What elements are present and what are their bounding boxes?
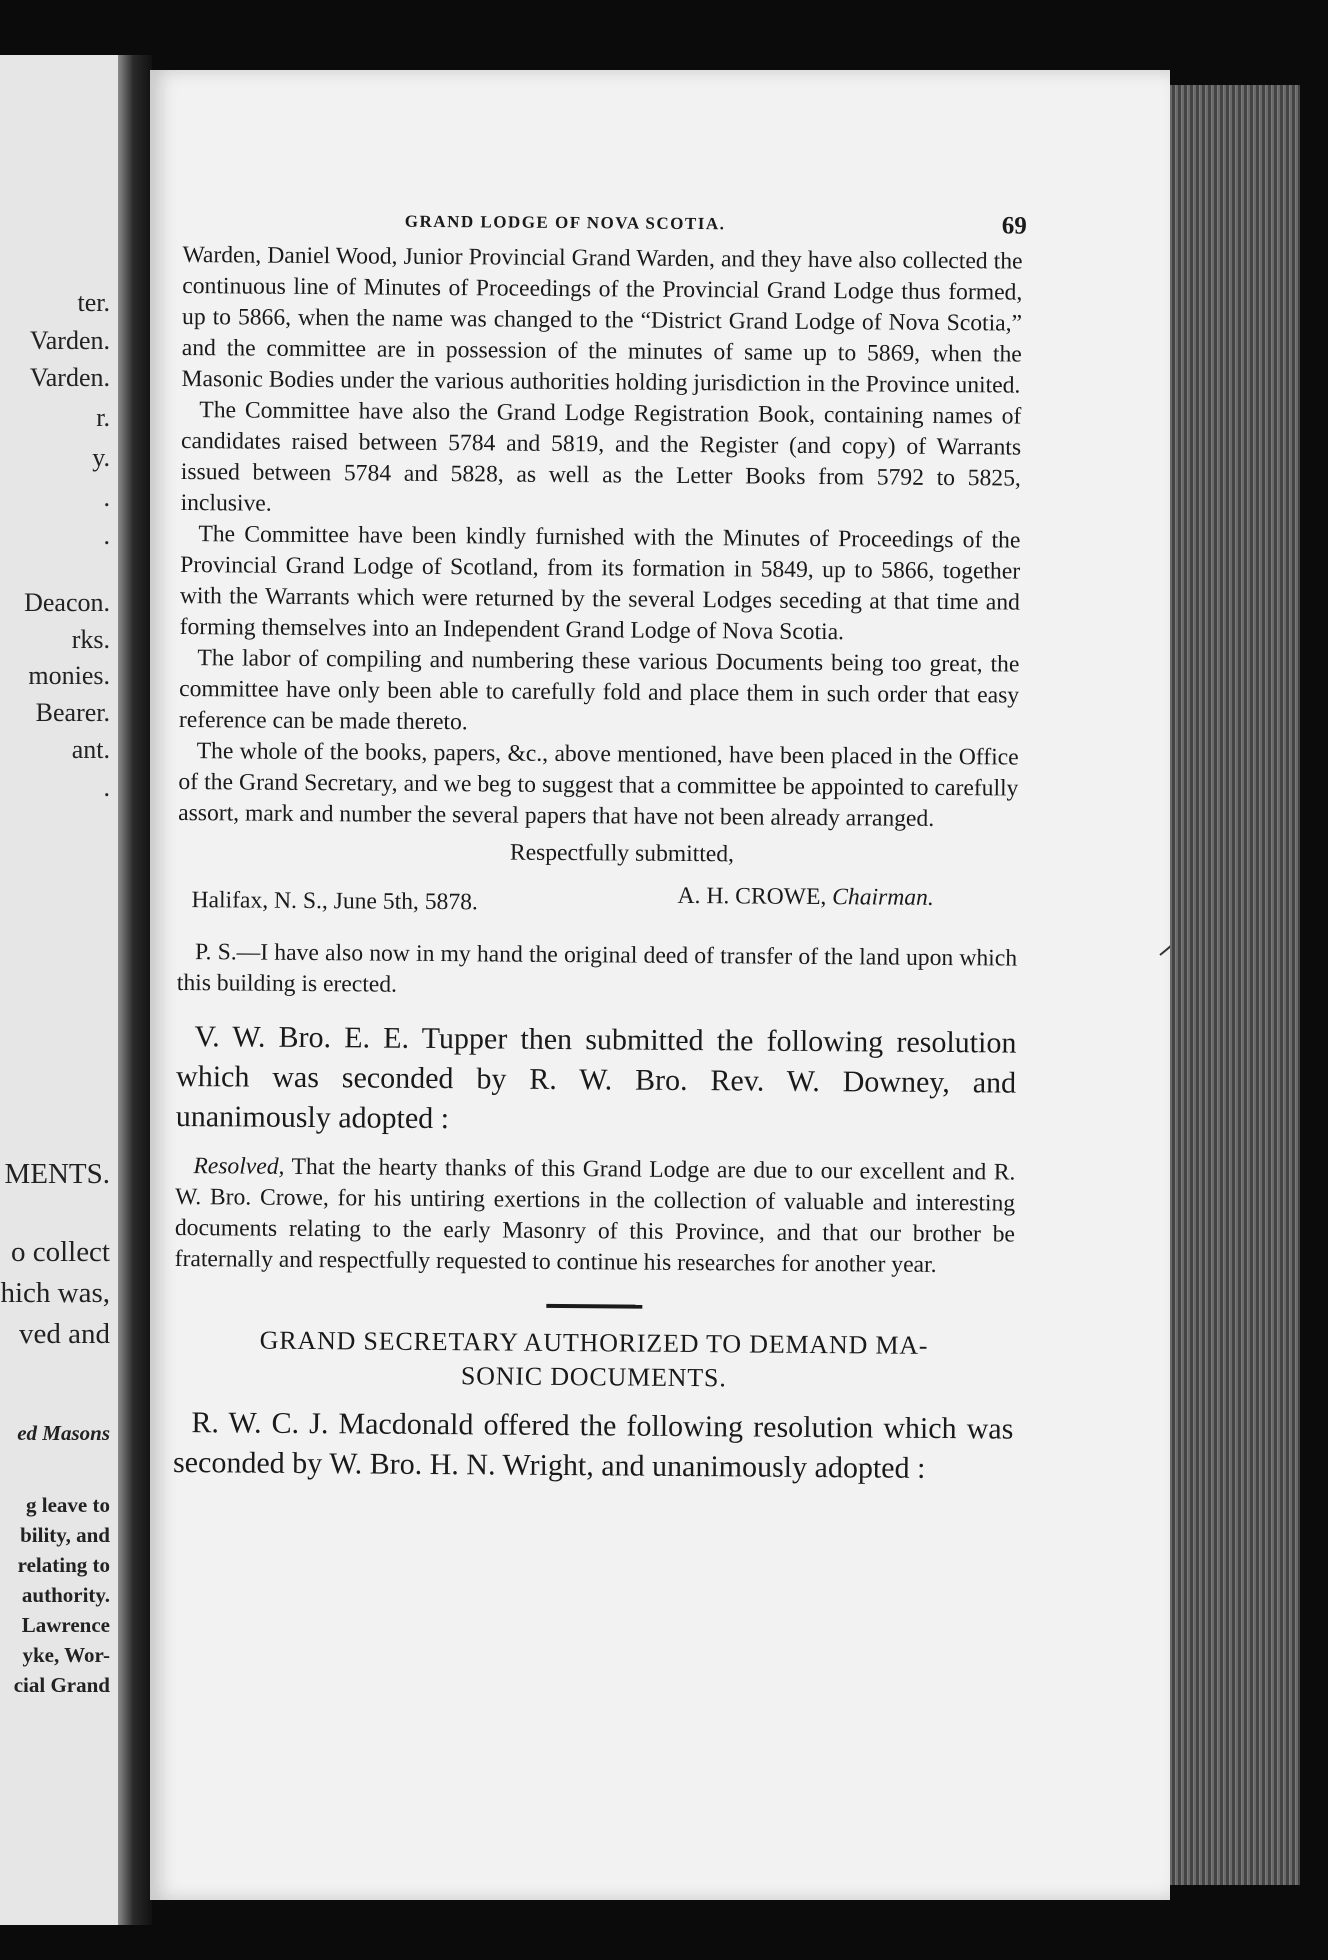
- closing-phrase: Respectfully submitted,: [509, 839, 735, 868]
- facing-page-fragment: ant.: [71, 735, 110, 764]
- page-block-edge: [1170, 85, 1300, 1885]
- page-text-block: [172, 200, 1027, 1490]
- postscript: P. S.—I have also now in my hand the original deed of transfer of the land upon which this building is erected.: [176, 939, 1018, 998]
- facing-page-fragment: relating to: [17, 1553, 110, 1577]
- committee-report-paragraph: The labor of compiling and numbering these various Documents being too great, the committee have only been able to carefully fold and place them in such order that easy reference can be made thereto.: [178, 645, 1020, 736]
- facing-page-fragment: bility, and: [20, 1523, 110, 1547]
- facing-page-fragment: .: [103, 773, 110, 802]
- facing-page-fragment: y.: [92, 443, 110, 472]
- resolved-lead: Resolved,: [193, 1153, 285, 1180]
- committee-report-paragraph: The Committee have been kindly furnished with the Minutes of Proceedings of the Provincial Grand Lodge of Scotland, from its formation in 5849, up to 5866, together with the Warrants which were returned by the several Lodges seceding at that time and forming themselves into an Independent Grand Lodge of Nova Scotia.: [179, 521, 1021, 646]
- facing-page-fragment: Lawrence: [21, 1613, 110, 1637]
- facing-page-fragment: hich was,: [0, 1277, 110, 1309]
- running-title: GRAND LODGE OF NOVA SCOTIA.: [404, 211, 726, 234]
- tupper-motion-paragraph: V. W. Bro. E. E. Tupper then submitted the following resolution which was seconded by R. W. Bro. Rev. W. Downey, and unanimously adopted :: [175, 1020, 1017, 1136]
- place-and-date: Halifax, N. S., June 5th, 5878.: [191, 887, 478, 916]
- section-heading-line: SONIC DOCUMENTS.: [460, 1361, 727, 1393]
- signatory: [677, 883, 933, 912]
- signatory-name: A. H. CROWE,: [677, 882, 827, 911]
- facing-page-fragment: MENTS.: [4, 1158, 110, 1190]
- facing-page-fragment: yke, Wor-: [22, 1643, 110, 1667]
- committee-report-paragraph: Warden, Daniel Wood, Junior Provincial Grand Warden, and they have also collected the continuous line of Minutes of Proceedings of the Provincial Grand Lodge thus formed, up to 5866, when the name was changed to the “District Grand Lodge of Nova Scotia,” and the committee are in possession of the minutes of same up to 5869, when the Masonic Bodies under the various authorities holding jurisdiction in the Province united.: [181, 241, 1023, 399]
- facing-page-fragment: ved and: [19, 1318, 110, 1350]
- facing-page-fragment: authority.: [21, 1583, 110, 1607]
- facing-page-fragment: g leave to: [26, 1493, 110, 1517]
- macdonald-motion-paragraph: R. W. C. J. Macdonald offered the following resolution which was seconded by W. Bro. H. N. Wright, and unanimously adopted :: [172, 1406, 1014, 1485]
- facing-page-fragment: ter.: [77, 288, 110, 317]
- facing-page-fragment: .: [103, 483, 110, 512]
- facing-page-fragment: Varden.: [29, 363, 110, 392]
- facing-page-fragment: Deacon.: [24, 588, 110, 617]
- committee-report-paragraph: The Committee have also the Grand Lodge Registration Book, containing names of candidates raised between 5784 and 5819, and the Register (and copy) of Warrants issued between 5784 and 5828, as well as the Letter Books from 5792 to 5825, inclusive.: [180, 397, 1022, 517]
- section-heading: [174, 1323, 1015, 1398]
- facing-page-fragment: o collect: [10, 1236, 110, 1268]
- facing-page: [0, 55, 118, 1925]
- page-number: 69: [1001, 212, 1027, 240]
- committee-report-paragraph: The whole of the books, papers, &c., above mentioned, have been placed in the Office of the Grand Secretary, and we beg to suggest that a committee be appointed to carefully assort, mark and number the several papers that have not been already arranged.: [178, 738, 1019, 832]
- section-heading-line: GRAND SECRETARY AUTHORIZED TO DEMAND MA-: [259, 1325, 929, 1360]
- running-header: [183, 200, 1027, 247]
- book-page: [150, 70, 1170, 1900]
- facing-page-fragment: .: [103, 521, 110, 550]
- section-divider: [546, 1304, 642, 1309]
- facing-page-fragment: ed Masons: [17, 1421, 110, 1445]
- facing-page-fragment: monies.: [28, 661, 110, 690]
- signatory-title: Chairman.: [832, 884, 934, 911]
- resolution-paragraph: [175, 1151, 1016, 1282]
- facing-page-fragment: r.: [96, 403, 110, 432]
- facing-page-fragment: Bearer.: [35, 698, 110, 727]
- facing-page-fragment: cial Grand: [13, 1673, 110, 1697]
- resolution-text: That the hearty thanks of this Grand Lodge are due to our excellent and R. W. Bro. Crowe, for his untiring exertions in the collection of valuable and interesting documents relating to the early Masonry of this Province, and that our brother be fraternally and respectfully requested to continue his researches for another year.: [174, 1153, 1016, 1278]
- report-signature: [177, 829, 1018, 922]
- facing-page-fragment: rks.: [71, 625, 110, 654]
- facing-page-fragment: Varden.: [29, 326, 110, 355]
- book-gutter: [118, 55, 152, 1925]
